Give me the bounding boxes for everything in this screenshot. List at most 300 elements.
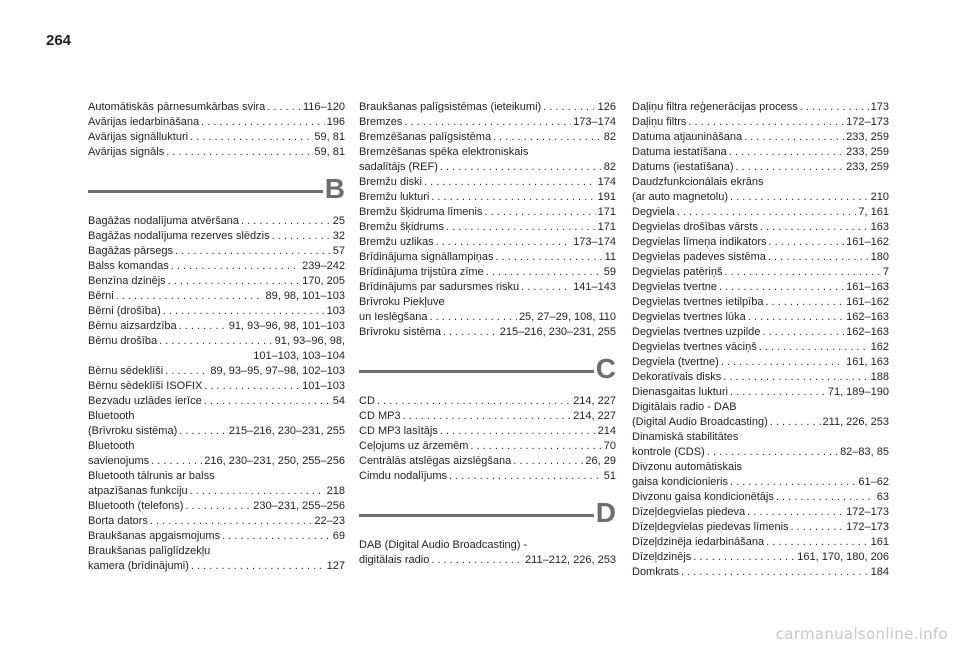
page-reference: 196 <box>326 116 345 128</box>
index-term: Bremžu šķidruma līmenis <box>359 206 483 218</box>
dot-leader <box>543 100 595 115</box>
index-entry-line <box>359 250 616 265</box>
index-term: sadalītājs (REF) <box>359 161 438 173</box>
index-entry-line <box>359 160 616 175</box>
page-reference: 63 <box>876 491 889 503</box>
index-term: Automātiskās pārnesumkārbas svira <box>88 101 266 113</box>
index-term: Ceļojums uz ārzemēm <box>359 440 469 452</box>
index-entry <box>632 400 889 430</box>
index-entry-line <box>88 100 345 115</box>
index-entry <box>632 340 889 355</box>
dot-leader <box>729 145 844 160</box>
page-reference: 216, 230–231, 250, 255–256 <box>204 455 345 467</box>
watermark: carmanualsonline.info <box>775 625 948 643</box>
index-entry <box>359 235 616 250</box>
index-term: Benzīna dzinējs <box>88 275 166 287</box>
index-term: Degvielas drošības vārsts <box>632 221 758 233</box>
index-entry-line <box>359 424 616 439</box>
dot-leader <box>436 235 572 250</box>
index-entry <box>88 229 345 244</box>
page-reference: 71, 189–190 <box>827 386 889 398</box>
index-entry <box>632 550 889 565</box>
index-entry <box>359 394 616 409</box>
page-reference: 211, 226, 253 <box>822 416 889 428</box>
index-term: Bērnu sēdeklīši ISOFIX <box>88 380 203 392</box>
dot-leader <box>159 334 273 349</box>
index-term: Divzonu gaisa kondicionētājs <box>632 491 774 503</box>
page-reference: 172–173 <box>846 116 889 128</box>
index-entry <box>359 424 616 439</box>
index-entry-line <box>632 460 889 475</box>
index-term: Degviela <box>632 206 675 218</box>
index-entry-line <box>632 475 889 490</box>
page-reference: 26, 29 <box>585 455 616 467</box>
page-reference: 82 <box>603 131 616 143</box>
index-entry-line <box>88 529 345 544</box>
dot-leader <box>769 235 845 250</box>
dot-leader <box>190 484 325 499</box>
dot-leader <box>404 115 571 130</box>
index-entry-line <box>632 565 889 580</box>
dot-leader <box>165 364 208 379</box>
index-term: un Ieslēgšana <box>359 311 428 323</box>
page-reference: 214 <box>597 425 616 437</box>
dot-leader <box>768 250 869 265</box>
index-term: Braukšanas palīgsistēmas (ieteikumi) <box>359 101 542 113</box>
index-column-2 <box>359 100 616 568</box>
index-entry-line <box>632 520 889 535</box>
page-reference: 163 <box>870 221 889 233</box>
index-entry-line <box>359 205 616 220</box>
page-reference: 54 <box>332 395 345 407</box>
dot-leader <box>440 424 596 439</box>
index-entry-line <box>359 190 616 205</box>
dot-leader <box>431 190 595 205</box>
dot-leader <box>179 319 227 334</box>
dot-leader <box>185 499 251 514</box>
index-term: Cimdu nodalījums <box>359 470 448 482</box>
index-term: Degvielas līmeņa indikators <box>632 236 767 248</box>
index-entry <box>359 325 616 340</box>
page-reference: 32 <box>332 230 345 242</box>
dot-leader <box>730 190 869 205</box>
page-reference: 89, 98, 101–103 <box>265 290 345 302</box>
index-term: Dīzeļdegvielas piedeva <box>632 506 746 518</box>
page-reference: 162 <box>870 341 889 353</box>
dot-leader <box>730 475 856 490</box>
index-entry-line <box>632 145 889 160</box>
index-entry-line <box>359 295 616 310</box>
index-entry-line <box>359 100 616 115</box>
dot-leader <box>776 490 875 505</box>
index-entry <box>632 130 889 145</box>
index-entry-line <box>632 325 889 340</box>
dot-leader <box>443 325 498 340</box>
dot-leader <box>681 565 869 580</box>
index-entry-line <box>632 115 889 130</box>
index-entry-line <box>359 265 616 280</box>
index-entry <box>632 160 889 175</box>
index-entry-line <box>359 220 616 235</box>
index-entry <box>632 535 889 550</box>
page-reference: 25 <box>332 215 345 227</box>
index-entry-line <box>632 280 889 295</box>
index-entry-line <box>88 229 345 244</box>
page-reference: 59, 81 <box>314 131 345 143</box>
index-entry <box>632 220 889 235</box>
index-entry-line <box>88 244 345 259</box>
index-entry-line <box>632 130 889 145</box>
dot-leader <box>723 370 868 385</box>
index-term: Brīvroku sistēma <box>359 326 441 338</box>
section-letter: C <box>595 353 616 384</box>
page-reference: 191 <box>597 191 616 203</box>
dot-leader <box>150 514 312 529</box>
index-entry <box>359 469 616 484</box>
page-reference: 172–173 <box>846 521 889 533</box>
dot-leader <box>496 250 603 265</box>
index-term: Bremžu šķidrums <box>359 221 444 233</box>
page-reference: 25, 27–29, 108, 110 <box>518 311 616 323</box>
index-entry <box>88 130 345 145</box>
page-reference: 161–163 <box>846 281 889 293</box>
index-entry <box>88 115 345 130</box>
index-entry-line <box>632 400 889 415</box>
index-entry <box>88 394 345 409</box>
page-reference: 103 <box>326 305 345 317</box>
index-term: Borta dators <box>88 515 148 527</box>
index-term: kamera (brīdinājumi) <box>88 560 189 572</box>
index-entry <box>88 274 345 289</box>
dot-leader <box>190 130 312 145</box>
page-reference: 171 <box>597 206 616 218</box>
index-column-3 <box>632 100 889 580</box>
index-entry-line <box>632 490 889 505</box>
index-entry-line <box>359 130 616 145</box>
page-reference: 162–163 <box>846 326 889 338</box>
dot-leader <box>486 265 602 280</box>
index-entry <box>88 514 345 529</box>
index-entry <box>632 100 889 115</box>
index-entry-line <box>359 553 616 568</box>
index-entry <box>88 334 345 364</box>
page-reference: 22–23 <box>314 515 345 527</box>
index-entry <box>359 130 616 145</box>
index-entry-line <box>88 514 345 529</box>
dot-leader <box>204 394 331 409</box>
index-term: Avārijas signāls <box>88 146 165 158</box>
index-term: Bagāžas nodalījuma rezerves slēdzis <box>88 230 270 242</box>
index-entry <box>359 454 616 469</box>
index-term: Bremzēšanas spēka elektroniskais <box>359 146 529 158</box>
page-reference: 218 <box>326 485 345 497</box>
index-entry-line <box>632 445 889 460</box>
index-term: Bluetooth (telefons) <box>88 500 184 512</box>
index-term: Dīzeļdzinējs <box>632 551 692 563</box>
page-reference: 170, 205 <box>302 275 345 287</box>
index-entry <box>359 115 616 130</box>
page-reference: 184 <box>870 566 889 578</box>
index-term: digitālais radio <box>359 554 430 566</box>
dot-leader <box>446 220 596 235</box>
index-entry-line <box>359 235 616 250</box>
index-term: Divzonu automātiskais <box>632 461 743 473</box>
index-term: Bērni (drošība) <box>88 305 161 317</box>
index-term: Bērnu drošība <box>88 335 158 347</box>
page-reference: 215–216, 230–231, 255 <box>228 425 345 437</box>
index-entry-line <box>632 430 889 445</box>
index-term: Bremžu diski <box>359 176 422 188</box>
section-letter: B <box>324 173 345 204</box>
dot-leader <box>735 160 844 175</box>
page-reference: 173–174 <box>573 116 616 128</box>
dot-leader <box>424 175 596 190</box>
index-entry-line <box>88 394 345 409</box>
page-reference: 173 <box>870 101 889 113</box>
index-entry <box>359 439 616 454</box>
index-entry <box>359 190 616 205</box>
index-term: Dīzeļdzinēja iedarbināšana <box>632 536 765 548</box>
page-reference: 51 <box>603 470 616 482</box>
index-term: Dinamiskā stabilitātes <box>632 431 739 443</box>
index-entry-line <box>88 259 345 274</box>
index-entry-line <box>632 355 889 370</box>
page-reference: 210 <box>870 191 889 203</box>
index-entry-line <box>88 115 345 130</box>
index-term: Brīvroku Piekļuve <box>359 296 445 308</box>
section-divider <box>359 514 594 517</box>
index-entry-line <box>88 424 345 439</box>
index-term: Avārijas iedarbināšana <box>88 116 200 128</box>
page-reference: 188 <box>870 371 889 383</box>
index-entry-line <box>88 304 345 319</box>
index-entry <box>88 439 345 469</box>
index-term: Daudzfunkcionālais ekrāns <box>632 176 764 188</box>
index-entry-line <box>359 145 616 160</box>
page-reference: 233, 259 <box>846 161 889 173</box>
index-term: Bezvadu uzlādes ierīce <box>88 395 202 407</box>
dot-leader <box>747 505 844 520</box>
index-entry <box>632 295 889 310</box>
dot-leader <box>744 130 844 145</box>
dot-leader <box>204 379 300 394</box>
index-entry <box>88 529 345 544</box>
dot-leader <box>267 100 301 115</box>
index-entry <box>359 265 616 280</box>
page-reference: 11 <box>604 251 616 263</box>
page-reference: 171 <box>597 221 616 233</box>
dot-leader <box>201 115 325 130</box>
page-reference: 69 <box>332 530 345 542</box>
index-term: DAB (Digital Audio Broadcasting) - <box>359 539 528 551</box>
dot-leader <box>766 535 869 550</box>
page-reference: 59 <box>603 266 616 278</box>
section-letter: D <box>595 497 616 528</box>
index-term: Brīdinājuma signāllampiņas <box>359 251 494 263</box>
index-entry <box>359 145 616 175</box>
index-term: (Brīvroku sistēma) <box>88 425 178 437</box>
dot-leader <box>168 274 301 289</box>
index-entry <box>88 544 345 574</box>
page-reference: 70 <box>603 440 616 452</box>
page-reference: 101–103 <box>302 380 345 392</box>
index-entry <box>632 235 889 250</box>
index-entry-line <box>632 535 889 550</box>
index-entry <box>632 250 889 265</box>
dot-leader <box>707 445 838 460</box>
index-entry-line <box>632 415 889 430</box>
index-entry-line <box>88 559 345 574</box>
index-entry-line <box>88 439 345 454</box>
page-reference: 173–174 <box>573 236 616 248</box>
index-term: Dienasgaitas lukturi <box>632 386 728 398</box>
index-term: Datuma iestatīšana <box>632 146 727 158</box>
index-entry <box>88 100 345 115</box>
index-term: savienojums <box>88 455 150 467</box>
dot-leader <box>171 259 300 274</box>
page-reference: 233, 259 <box>846 131 889 143</box>
page-reference: 91, 93–96, 98, <box>274 335 345 347</box>
index-entry <box>88 145 345 160</box>
index-entry-line <box>359 538 616 553</box>
page-reference: 82–83, 85 <box>840 446 889 458</box>
dot-leader <box>163 304 325 319</box>
index-term: Bluetooth <box>88 440 135 452</box>
index-entry <box>632 115 889 130</box>
index-term: Bērnu sēdeklīši <box>88 365 164 377</box>
index-entry-line <box>88 289 345 304</box>
index-term: Bagāžas pārsegs <box>88 245 173 257</box>
page-reference: 214, 227 <box>573 395 616 407</box>
index-entry-line <box>359 394 616 409</box>
dot-leader <box>440 160 602 175</box>
dot-leader <box>151 454 202 469</box>
index-entry-line <box>632 505 889 520</box>
section-divider <box>88 190 323 193</box>
dot-leader <box>403 409 572 424</box>
page-reference: 161 <box>870 536 889 548</box>
index-entry-line <box>359 439 616 454</box>
page-reference: 161, 170, 180, 206 <box>797 551 889 563</box>
index-entry <box>632 385 889 400</box>
dot-leader <box>800 100 869 115</box>
index-term: gaisa kondicionieris <box>632 476 728 488</box>
index-entry <box>632 520 889 535</box>
index-entry <box>359 220 616 235</box>
page-reference: 7, 161 <box>858 206 889 218</box>
section-header-c <box>359 352 616 386</box>
index-entry-line <box>88 544 345 559</box>
index-term: Dekoratīvais disks <box>632 371 722 383</box>
index-term: Degvielas padeves sistēma <box>632 251 766 263</box>
index-term: Daļiņu filtrs <box>632 116 687 128</box>
index-entry <box>632 355 889 370</box>
index-term: atpazīšanas funkciju <box>88 485 188 497</box>
index-entry-line <box>632 160 889 175</box>
page-reference: 161–162 <box>846 236 889 248</box>
section-header-d <box>359 496 616 530</box>
dot-leader <box>179 424 227 439</box>
dot-leader <box>175 244 331 259</box>
index-entry <box>88 214 345 229</box>
index-term: Digitālais radio - DAB <box>632 401 737 413</box>
page-reference: 180 <box>870 251 889 263</box>
index-entry-line <box>359 454 616 469</box>
index-entry <box>88 244 345 259</box>
dot-leader <box>719 280 844 295</box>
index-entry <box>359 409 616 424</box>
page-reference: 174 <box>597 176 616 188</box>
index-entry-line <box>88 319 345 334</box>
dot-leader <box>272 229 331 244</box>
index-term: Bluetooth tālrunis ar balss <box>88 470 215 482</box>
page-reference: 211–212, 226, 253 <box>525 554 616 566</box>
dot-leader <box>791 520 845 535</box>
index-entry-line <box>88 454 345 469</box>
index-entry <box>88 469 345 499</box>
page-reference: 91, 93–96, 98, 101–103 <box>228 320 345 332</box>
page-reference: 161–162 <box>846 296 889 308</box>
index-term: Degviela (tvertne) <box>632 356 719 368</box>
index-entry-line <box>88 364 345 379</box>
index-entry <box>632 280 889 295</box>
page-reference: 172–173 <box>846 506 889 518</box>
index-term: Bērnu aizsardzība <box>88 320 177 332</box>
index-term: Bagāžas nodalījuma atvēršana <box>88 215 240 227</box>
index-entry <box>632 205 889 220</box>
dot-leader <box>765 295 844 310</box>
index-term: Avārijas signāllukturi <box>88 131 189 143</box>
page-reference: 215–216, 230–231, 255 <box>499 326 616 338</box>
index-term: CD MP3 <box>359 410 401 422</box>
dot-leader <box>762 325 844 340</box>
dot-leader <box>693 550 795 565</box>
index-entry-line <box>632 175 889 190</box>
section-divider <box>359 370 594 373</box>
index-entry <box>632 430 889 460</box>
index-entry <box>88 289 345 304</box>
index-entry-line <box>632 190 889 205</box>
index-entry <box>632 310 889 325</box>
index-entry-line <box>359 175 616 190</box>
index-term: Dīzeļdegvielas piedevas līmenis <box>632 521 789 533</box>
dot-leader <box>721 355 844 370</box>
page-reference: 233, 259 <box>846 146 889 158</box>
index-entry <box>632 490 889 505</box>
dot-leader <box>430 310 517 325</box>
index-term: Bremzes <box>359 116 403 128</box>
dot-leader <box>116 289 264 304</box>
index-term: Degvielas tvertnes vāciņš <box>632 341 757 353</box>
page-reference: 89, 93–95, 97–98, 102–103 <box>210 365 345 377</box>
dot-leader <box>191 559 325 574</box>
index-term: Bērni <box>88 290 114 302</box>
index-entry-line <box>359 325 616 340</box>
index-entry-line <box>359 280 616 295</box>
dot-leader <box>484 205 595 220</box>
section-header-b <box>88 172 345 206</box>
index-entry-line <box>632 370 889 385</box>
index-term: Degvielas patēriņš <box>632 266 723 278</box>
index-term: Daļiņu filtra reģenerācijas process <box>632 101 798 113</box>
index-term: Braukšanas apgaismojums <box>88 530 221 542</box>
dot-leader <box>677 205 857 220</box>
index-entry <box>632 145 889 160</box>
index-entry <box>632 265 889 280</box>
index-term: Datums (iestatīšana) <box>632 161 734 173</box>
page-reference: 161, 163 <box>846 356 889 368</box>
index-term: Brīdinājums par sadursmes risku <box>359 281 520 293</box>
